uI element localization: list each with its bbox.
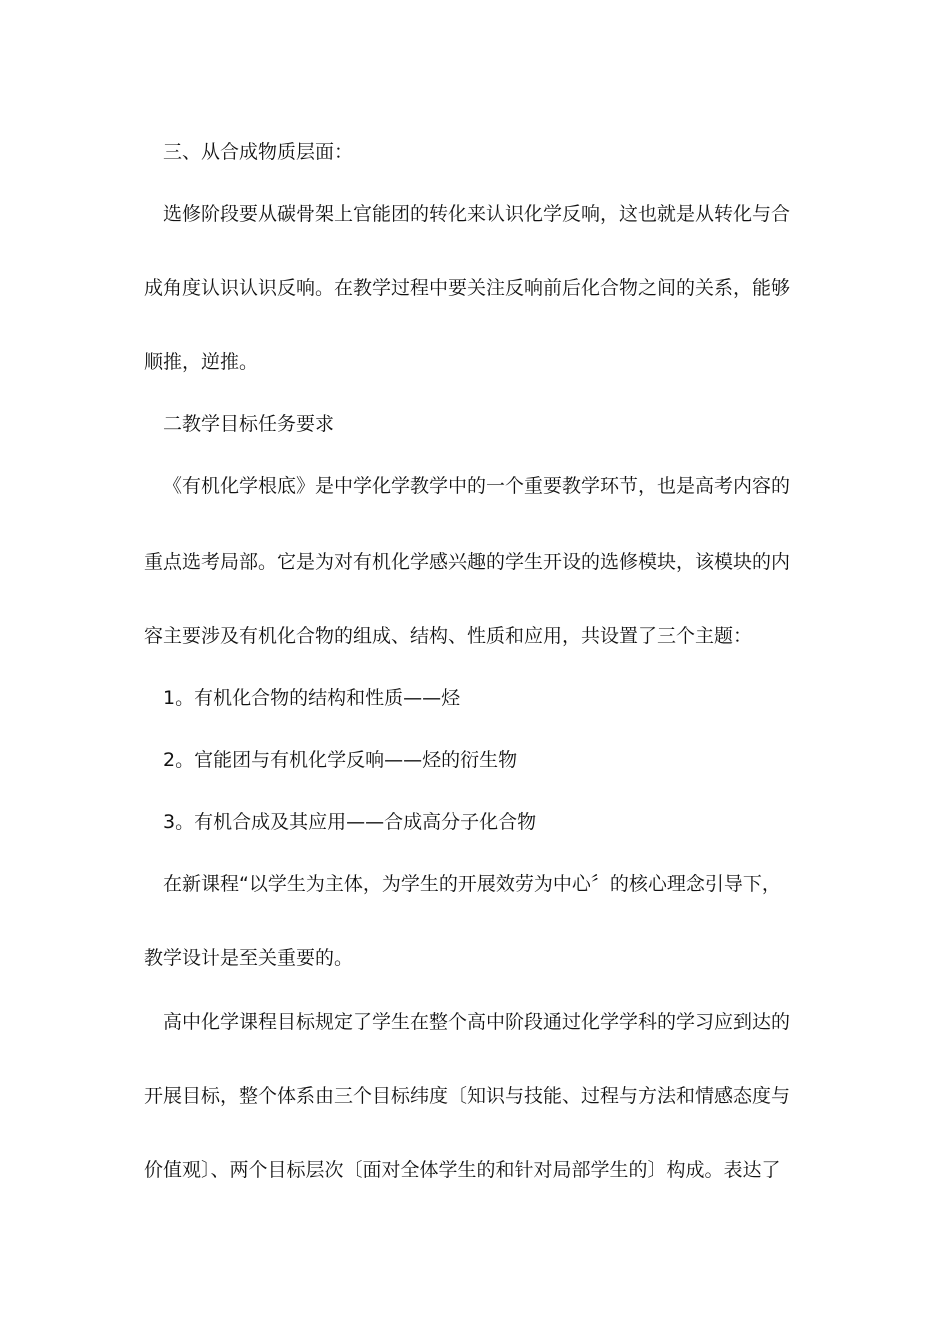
list-item: 3。有机合成及其应用——合成高分子化合物: [163, 811, 537, 833]
section-heading-synthesis: 三、从合成物质层面：: [163, 141, 354, 163]
paragraph-line: 容主要涉及有机化合物的组成、结构、性质和应用，共设置了三个主题：: [144, 625, 753, 647]
paragraph-line: 顺推，逆推。: [144, 351, 259, 373]
paragraph-line: 价值观〕、两个目标层次〔面对全体学生的和针对局部学生的〕构成。表达了: [144, 1159, 781, 1181]
paragraph-line: 教学设计是至关重要的。: [144, 947, 354, 969]
paragraph-line: 《有机化学根底》是中学化学教学中的一个重要教学环节，也是高考内容的: [163, 475, 791, 497]
paragraph-line: 开展目标，整个体系由三个目标纬度〔知识与技能、过程与方法和情感态度与: [144, 1085, 791, 1107]
list-item: 2。官能团与有机化学反响——烃的衍生物: [163, 749, 518, 771]
paragraph-line: 重点选考局部。它是为对有机化学感兴趣的学生开设的选修模块，该模块的内: [144, 551, 791, 573]
list-item: 1。有机化合物的结构和性质——烃: [163, 687, 461, 709]
paragraph-line: 在新课程“以学生为主体，为学生的开展效劳为中心〞的核心理念引导下，: [163, 873, 781, 895]
paragraph-line: 成角度认识认识反响。在教学过程中要关注反响前后化合物之间的关系，能够: [144, 277, 791, 299]
section-heading-goals: 二教学目标任务要求: [163, 413, 335, 435]
paragraph-line: 高中化学课程目标规定了学生在整个高中阶段通过化学学科的学习应到达的: [163, 1011, 791, 1033]
paragraph-line: 选修阶段要从碳骨架上官能团的转化来认识化学反响，这也就是从转化与合: [163, 203, 791, 225]
